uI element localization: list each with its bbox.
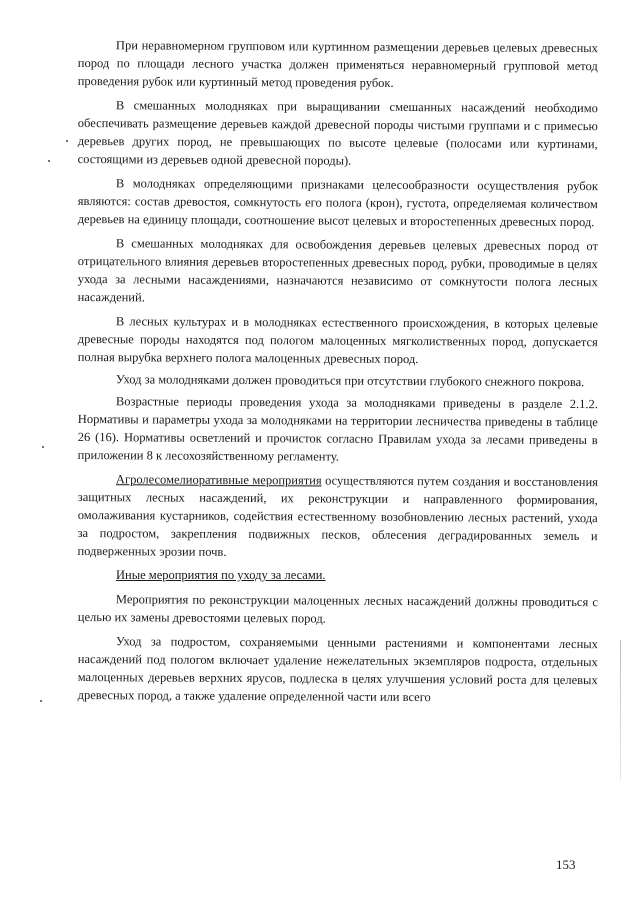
paragraph-undergrowth-care: Уход за подростом, сохраняемыми ценными растениями и компонентами лесных насаждений под пологом включает удаление нежелательных экземпляров подроста, отдельных малоценных деревьев верхних ярусов, подлеска в целях улучшения условий роста для целевых древесных пород, а также удаление определенной части или всего: [77, 634, 598, 705]
scan-speck: [48, 160, 50, 162]
paragraph-release-felling: В смешанных молодняках для освобождения деревьев целевых древесных пород от отрицательного влияния деревьев второстепенных древесных пород, рубки, проводимые в целях ухода за лесными насаждениями, назначаются независимо от сомкнутости полога лесных насаждений.: [77, 236, 598, 305]
paragraph-group-method: При неравномерном групповом или куртинном размещении деревьев целевых древесных пород по площади лесного участка должен применяться неравномерный групповой метод проведения рубок или куртинный метод проведения рубок.: [77, 38, 598, 90]
paragraph-age-periods: Возрастные периоды проведения ухода за молодняками приведены в разделе 2.1.2. Нормативы и параметры ухода за молодняками на территории лесничества приведены в таблице 26 (16). Нормативы осветлений и прочисток согласно Правилам ухода за лесами приведены в приложении 8 к лесохозяйственному регламенту.: [77, 394, 598, 464]
page-number: 153: [556, 857, 576, 872]
paragraph-reconstruction: Мероприятия по реконструкции малоценных лесных насаждений должны проводиться с целью их замены древостоями целевых пород.: [77, 592, 598, 626]
paragraph-mixed-young-stands: В смешанных молодняках при выращивании смешанных насаждений необходимо обеспечивать размещение деревьев каждой древесной породы чистыми группами и с примесью деревьев других пород, не превышающих по высоте целевые (полосами или куртинами, состоящими из деревьев одной древесной породы).: [77, 98, 598, 168]
text-column: [78, 36, 598, 710]
other-measures-heading: Иные мероприятия по уходу за лесами.: [116, 568, 326, 582]
paragraph-felling-criteria: В молодняках определяющими признаками целесообразности осуществления рубок являются: состав древостоя, сомкнутость его полога (крон), густота, определяемая количеством деревьев на единицу площади, соотношение высот целевых и второстепенных древесных пород.: [77, 176, 598, 230]
scan-speck: [42, 446, 44, 448]
agroforestry-text: осуществляются путем создания и восстановления защитных лесных насаждений, их реконструкции и направленного формирования, омолаживания кустарников, содействия естественному возобновлению лесных растений, ухода за подростом, закрепления подвижных песков, облесения деградированных земель и подверженных эрозии почв.: [77, 473, 598, 559]
scan-speck: [40, 700, 42, 702]
scan-speck: [66, 140, 68, 142]
paragraph-agroforestry: [77, 470, 598, 563]
paragraph-forest-cultures: В лесных культурах и в молодняках естественного происхождения, в которых целевые древесные породы находятся под пологом малоценных мягколиственных пород, допускается полная вырубка верхнего полога малоценных древесных пород.: [77, 314, 598, 367]
paragraph-snow-cover: Уход за молодняками должен проводиться при отсутствии глубокого снежного покрова.: [115, 372, 585, 390]
scan-edge-line: [620, 640, 621, 780]
agroforestry-label: Агролесомелиоративные мероприятия: [115, 472, 322, 488]
